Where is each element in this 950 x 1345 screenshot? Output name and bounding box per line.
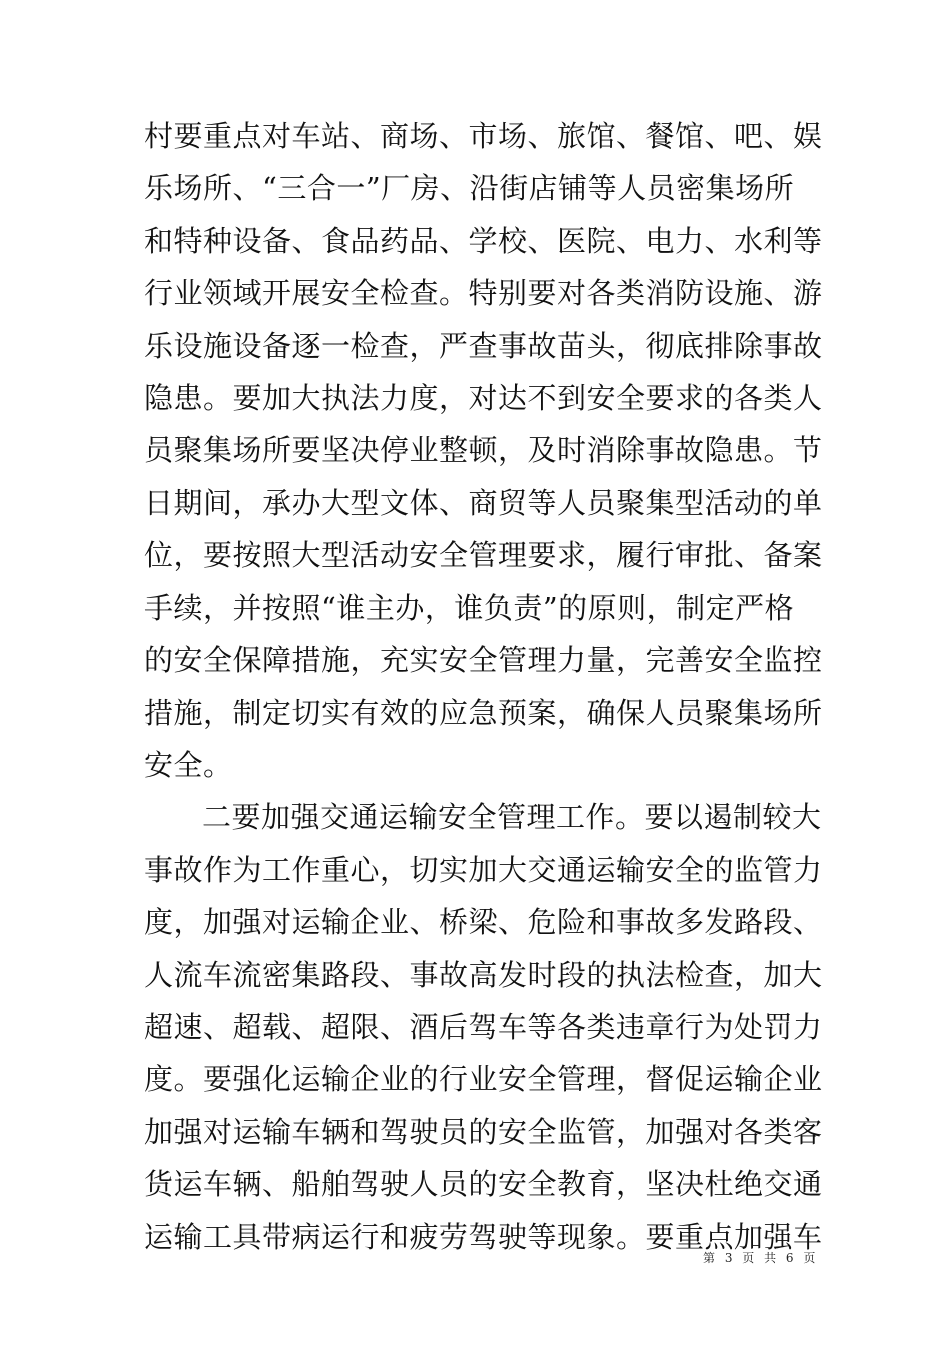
text-line: 行业领域开展安全检查。特别要对各类消防设施、游: [144, 276, 823, 310]
text-line: 度，加强对运输企业、桥梁、危险和事故多发路段、: [144, 905, 823, 939]
text-line: 和特种设备、食品药品、学校、医院、电力、水利等: [144, 224, 823, 258]
text-line: 措施，制定切实有效的应急预案，确保人员聚集场所: [144, 696, 823, 730]
page-number-footer: 第 3 页 共 6 页: [703, 1251, 819, 1265]
text-line: 的安全保障措施，充实安全管理力量，完善安全监控: [144, 643, 823, 677]
text-line: 乐场所、“三合一”厂房、沿街店铺等人员密集场所: [144, 171, 795, 205]
text-line: 手续，并按照“谁主办，谁负责”的原则，制定严格: [144, 591, 795, 625]
text-line: 安全。: [144, 748, 233, 782]
text-line: 村要重点对车站、商场、市场、旅馆、餐馆、吧、娱: [144, 119, 823, 153]
text-line: 乐设施设备逐一检查，严查事故苗头，彻底排除事故: [144, 329, 823, 363]
paragraph-first-line: 二要加强交通运输安全管理工作。要以遏制较大: [202, 800, 822, 834]
text-line: 运输工具带病运行和疲劳驾驶等现象。要重点加强车: [144, 1220, 823, 1254]
text-line: 货运车辆、船舶驾驶人员的安全教育，坚决杜绝交通: [144, 1167, 823, 1201]
text-line: 员聚集场所要坚决停业整顿，及时消除事故隐患。节: [144, 433, 823, 467]
text-line: 日期间，承办大型文体、商贸等人员聚集型活动的单: [144, 486, 823, 520]
text-line: 超速、超载、超限、酒后驾车等各类违章行为处罚力: [144, 1010, 823, 1044]
text-line: 位，要按照大型活动安全管理要求，履行审批、备案: [144, 538, 823, 572]
text-line: 加强对运输车辆和驾驶员的安全监管，加强对各类客: [144, 1115, 823, 1149]
text-line: 人流车流密集路段、事故高发时段的执法检查，加大: [144, 958, 823, 992]
text-line: 隐患。要加大执法力度，对达不到安全要求的各类人: [144, 381, 823, 415]
text-line: 事故作为工作重心，切实加大交通运输安全的监管力: [144, 853, 823, 887]
text-line: 度。要强化运输企业的行业安全管理，督促运输企业: [144, 1062, 823, 1096]
